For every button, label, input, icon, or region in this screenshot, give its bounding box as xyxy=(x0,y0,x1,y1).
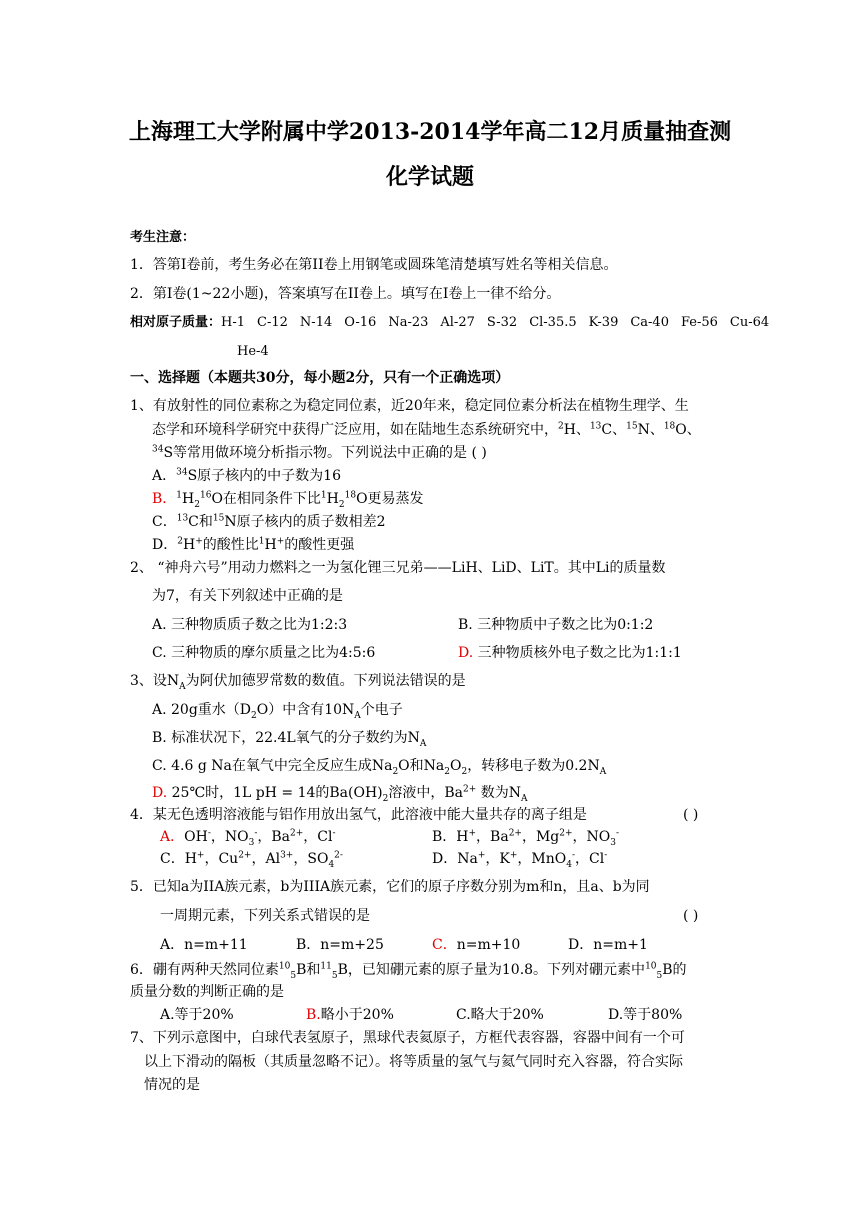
q1-option-a: A．$^{34}$S原子核内的中子数为16 xyxy=(152,467,341,484)
q6-option-d: D.等于80% xyxy=(608,1007,683,1023)
q4-option-c: C．H+，$Cu^{2+}$，$Al^{3+}$，$SO_4^{2-}$ xyxy=(160,850,343,870)
q1-option-d: D．$^2$H+的酸性比$^1$H+的酸性更强 xyxy=(152,536,355,553)
q6-line-2: 质量分数的判断正确的是 xyxy=(130,984,284,1000)
q5-line-1: 5．已知a为IIA族元素，b为IIIA族元素，它们的原子序数分别为m和n，且a、b为同 xyxy=(130,879,650,895)
atomic-mass-line xyxy=(130,313,781,333)
q7-line-3: 情况的是 xyxy=(144,1077,200,1093)
notice-item-2: 2．第I卷(1~22小题)，答案填写在II卷上。填写在I卷上一律不给分。 xyxy=(130,286,561,302)
q3-option-a: A. 20g重水$(D_2O)$中含有$10N_A$个电子 xyxy=(152,702,403,721)
q6-option-b: B.略小于20% xyxy=(306,1007,394,1023)
page-title: 上海理工大学附属中学2013-2014学年高二12月质量抽查测 xyxy=(128,119,732,145)
q4-option-d: D．Na+，K+，MnO$_4$-，Cl- xyxy=(432,850,608,870)
q1-line-3: $^{34}$S等常用做环境分析指示物。下列说法中正确的是 ( ) xyxy=(152,444,487,461)
q1-option-b: B．$^1H_2^{16}O$在相同条件下比$^1H_2^{18}O$更易蒸发 xyxy=(152,490,424,510)
section-heading: 一、选择题（本题共30分，每小题2分，只有一个正确选项） xyxy=(130,370,510,386)
q5-option-d: D．n=m+1 xyxy=(568,937,648,953)
q6-line-1: 6．硼有两种天然同位素$^{10}_5$B和$^{11}_5$B，已知硼元素的原子量为10.8。下列对硼元素中$^{10}_5$B的 xyxy=(130,961,687,981)
q5-option-b: B．n=m+25 xyxy=(296,937,384,953)
q3-option-b: B. 标准状况下，22.4L氧气的分子数约为$N_A$ xyxy=(152,730,427,749)
q3-option-c: C. 4.6 g Na在氧气中完全反应生成$Na_2O$和$Na_2O_2$，转移电子数为$0.2N_A$ xyxy=(152,758,607,777)
atomic-mass-label: 相对原子质量： xyxy=(130,315,222,330)
q2-option-c: C. 三种物质的摩尔质量之比为4:5:6 xyxy=(152,645,376,661)
q2-option-d: D. 三种物质核外电子数之比为1:1:1 xyxy=(458,645,682,661)
notice-item-1: 1．答第I卷前，考生务必在第II卷上用钢笔或圆珠笔清楚填写姓名等相关信息。 xyxy=(130,257,618,273)
q1-option-c: C．$^{13}$C和$^{15}$N原子核内的质子数相差2 xyxy=(152,513,386,530)
q2-line-1: 2、 “神舟六号”用动力燃料之一为氢化锂三兄弟——LiH、LiD、LiT。其中Li的质量数 xyxy=(130,560,666,576)
notice-heading: 考生注意： xyxy=(130,230,196,245)
q4-option-b: B．H+，$Ba^{2+}$，$Mg^{2+}$，$NO_3^-$ xyxy=(432,828,620,848)
q2-option-b: B. 三种物质中子数之比为0:1:2 xyxy=(458,617,654,633)
atomic-mass-extra: He-4 xyxy=(237,344,269,359)
q3-option-d: D. 25℃时，1L pH = 14的$Ba(OH)_2$溶液中，$Ba^{2+}$ 数为$N_A$ xyxy=(152,784,528,804)
q4-line-1: 4．某无色透明溶液能与铝作用放出氢气，此溶液中能大量共存的离子组是 xyxy=(130,807,587,823)
q5-answer-paren: ( ) xyxy=(683,908,699,924)
q5-line-2: 一周期元素，下列关系式错误的是 xyxy=(160,908,370,924)
q3-line-1: 3、设$N_A$为阿伏加德罗常数的数值。下列说法错误的是 xyxy=(130,673,466,692)
q7-line-1: 7、下列示意图中，白球代表氢原子，黑球代表氦原子，方框代表容器，容器中间有一个可 xyxy=(130,1030,685,1046)
q4-option-a: A．OH-，$NO_3^-$，$Ba^{2+}$，Cl- xyxy=(160,828,336,848)
q2-option-a: A. 三种物质质子数之比为1:2:3 xyxy=(152,617,348,633)
q1-line-2: 态学和环境科学研究中获得广泛应用，如在陆地生态系统研究中，$^2$H、$^{13}$C、$^{15}$N、$^{18}$O、 xyxy=(152,421,701,438)
q6-option-c: C.略大于20% xyxy=(456,1007,544,1023)
q4-answer-paren: ( ) xyxy=(683,807,699,823)
q7-line-2: 以上下滑动的隔板（其质量忽略不记）。将等质量的氢气与氦气同时充入容器，符合实际 xyxy=(144,1054,683,1070)
q6-option-a: A.等于20% xyxy=(160,1007,234,1023)
q5-option-c: C．n=m+10 xyxy=(432,937,521,953)
q2-line-2: 为7，有关下列叙述中正确的是 xyxy=(152,588,343,604)
page-subtitle: 化学试题 xyxy=(385,164,474,190)
atomic-mass-values: H-1 C-12 N-14 O-16 Na-23 Al-27 S-32 Cl-35.5 K-39 Ca-40 Fe-56 Cu-64 xyxy=(221,315,770,330)
q5-option-a: A．n=m+11 xyxy=(160,937,248,953)
q1-line-1: 1、有放射性的同位素称之为稳定同位素，近20年来，稳定同位素分析法在植物生理学、生 xyxy=(130,398,689,414)
